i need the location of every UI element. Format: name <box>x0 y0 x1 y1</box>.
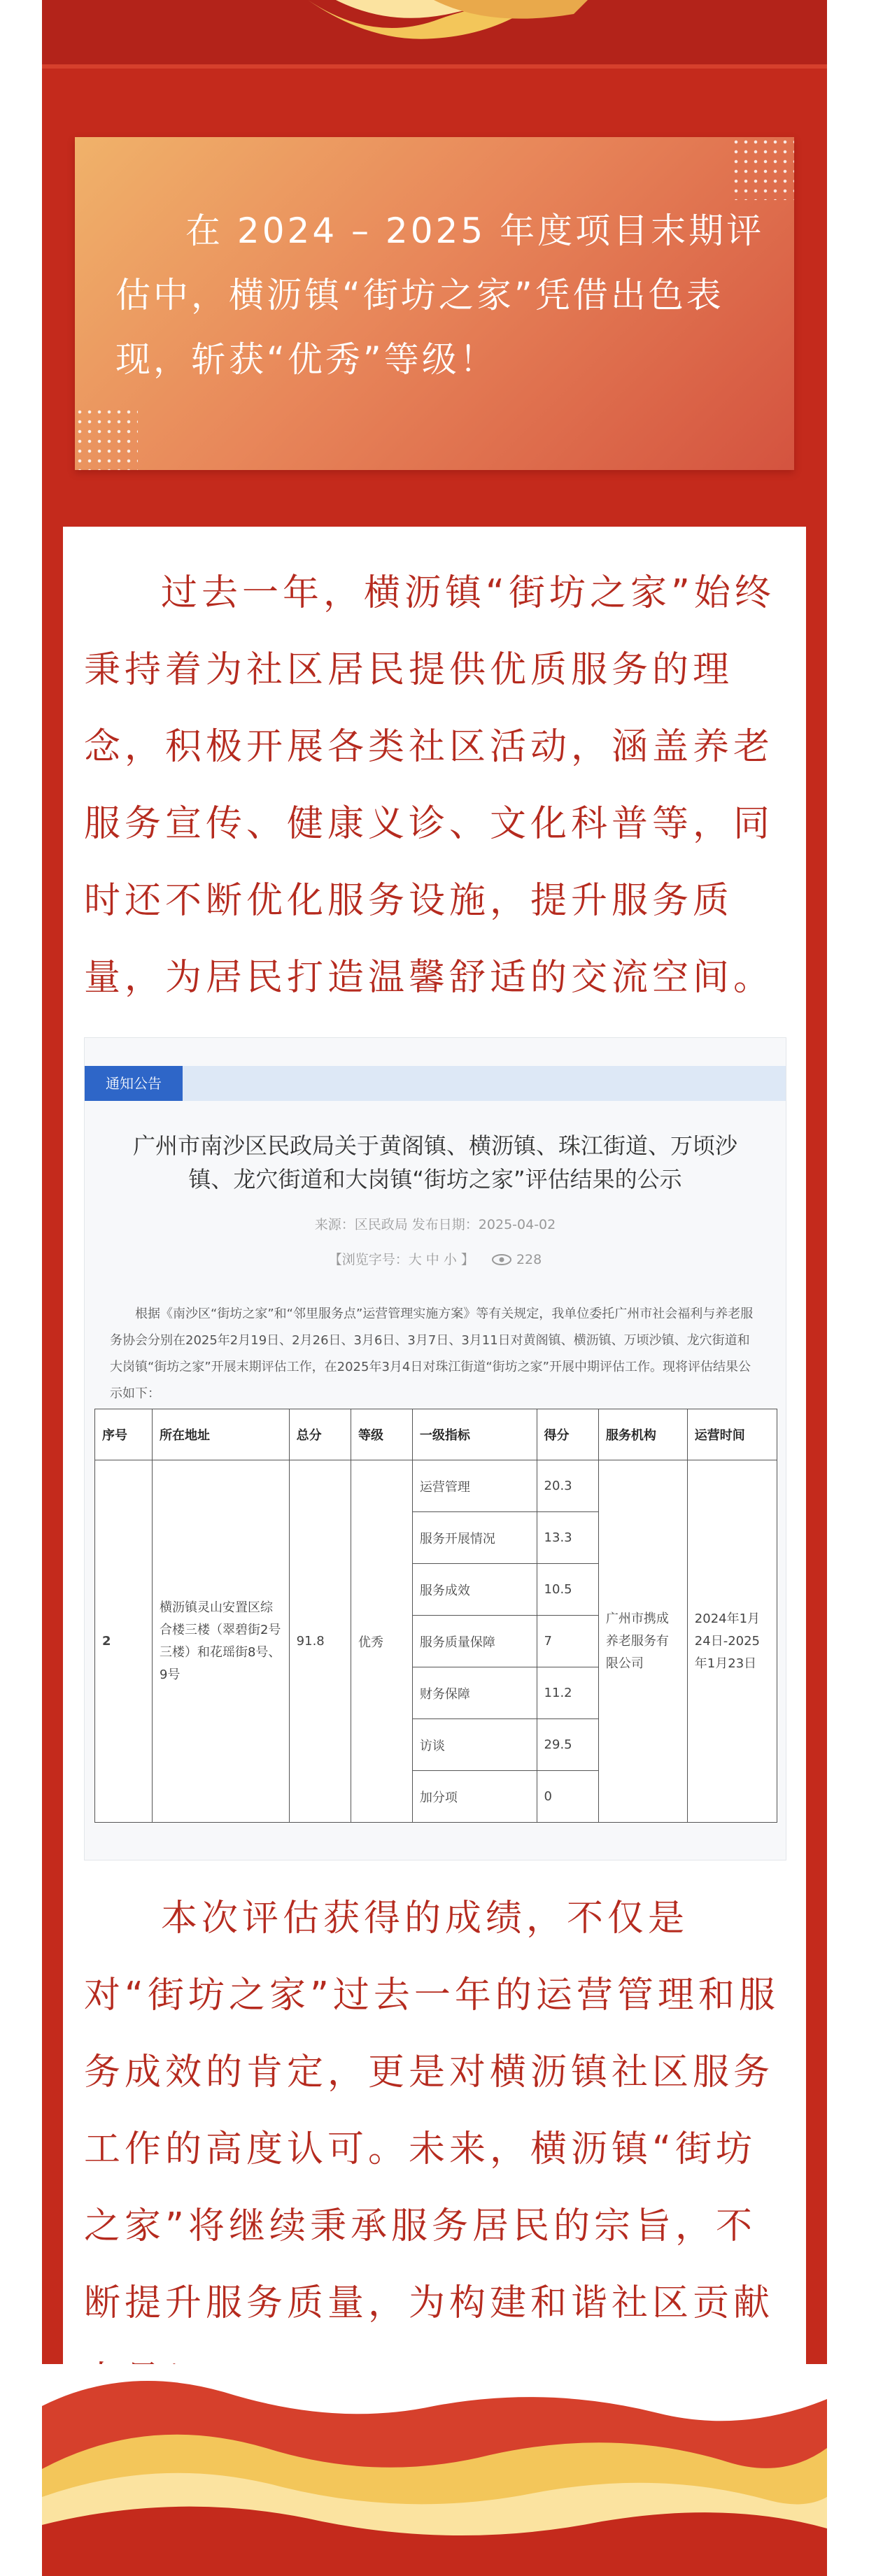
eye-icon <box>491 1253 512 1269</box>
column-header: 总分 <box>289 1409 351 1460</box>
column-header: 运营时间 <box>687 1409 777 1460</box>
row-total-score: 91.8 <box>289 1460 351 1823</box>
notice-meta-row <box>85 1249 786 1269</box>
top-banner <box>42 0 827 64</box>
indicator-score: 10.5 <box>537 1564 598 1616</box>
left-margin <box>0 0 42 2576</box>
notice-tab-bar <box>85 1066 786 1101</box>
indicator-name: 服务质量保障 <box>412 1616 537 1667</box>
indicator-score: 11.2 <box>537 1667 598 1719</box>
bottom-wave-decoration <box>42 2364 827 2576</box>
evaluation-table <box>94 1409 777 1823</box>
top-wave-decoration <box>42 0 827 64</box>
indicator-name: 运营管理 <box>412 1460 537 1512</box>
indicator-score: 7 <box>537 1616 598 1667</box>
content-panel <box>63 527 806 2415</box>
column-header: 所在地址 <box>152 1409 289 1460</box>
indicator-name: 财务保障 <box>412 1667 537 1719</box>
column-header: 服务机构 <box>598 1409 687 1460</box>
notice-screenshot <box>84 1037 786 1860</box>
paragraph-1: 过去一年，横沥镇“街坊之家”始终秉持着为社区居民提供优质服务的理念，积极开展各类社区活动，涵盖养老服务宣传、健康义诊、文化科普等，同时还不断优化服务设施，提升服务质量，为居民打造温馨舒适的交流空间。 <box>84 572 775 999</box>
paragraph-2: 本次评估获得的成绩，不仅是对“街坊之家”过去一年的运营管理和服务成效的肯定，更是对横沥镇社区服务工作的高度认可。未来，横沥镇“街坊之家”将继续秉承服务居民的宗旨，不断提升服务质量，为构建和谐社区贡献 <box>84 1898 779 2324</box>
table-row <box>95 1460 777 1512</box>
right-margin <box>827 0 869 2576</box>
indicator-name: 服务成效 <box>412 1564 537 1616</box>
indicator-score: 20.3 <box>537 1460 598 1512</box>
indicator-name: 服务开展情况 <box>412 1512 537 1564</box>
view-count: 228 <box>516 1252 542 1267</box>
table-header-row <box>95 1409 777 1460</box>
column-header: 得分 <box>537 1409 598 1460</box>
notice-body: 根据《南沙区“街坊之家”和“邻里服务点”运营管理实施方案》等有关规定，我单位委托广州市社会福利与养老服务协会分别在2025年2月19日、2月26日、3月6日、3月7日、3月11日对黄阁镇、横沥镇、万顷沙镇、龙穴街道和大岗镇“街坊之家”开展末期评估工作，在2025年3月4日对珠江街道“街坊之家”开展中期评估工作。现将评估结果公示如下： <box>110 1307 754 1401</box>
indicator-name: 加分项 <box>412 1771 537 1823</box>
notice-source: 来源：区民政局 发布日期：2025-04-02 <box>314 1217 556 1232</box>
column-header: 一级指标 <box>412 1409 537 1460</box>
column-header: 等级 <box>351 1409 413 1460</box>
row-number: 2 <box>95 1460 153 1823</box>
row-period: 2024年1月24日-2025年1月23日 <box>687 1460 777 1823</box>
tab-notice[interactable]: 通知公告 <box>85 1066 183 1101</box>
row-address: 横沥镇灵山安置区综合楼三楼（翠碧街2号三楼）和花瑶街8号、9号 <box>152 1460 289 1823</box>
indicator-score: 0 <box>537 1771 598 1823</box>
indicator-name: 访谈 <box>412 1719 537 1771</box>
intro-text: 在 2024 – 2025 年度项目末期评估中，横沥镇“街坊之家”凭借出色表现，斩获“优秀”等级！ <box>115 211 765 380</box>
indicator-score: 13.3 <box>537 1512 598 1564</box>
column-header: 序号 <box>95 1409 153 1460</box>
dot-pattern-decoration <box>75 407 138 470</box>
indicator-score: 29.5 <box>537 1719 598 1771</box>
font-size-selector[interactable]: 【浏览字号：大 中 小 】 <box>328 1252 474 1267</box>
intro-card <box>75 137 794 470</box>
top-divider <box>42 64 827 69</box>
dot-pattern-decoration <box>731 137 794 200</box>
row-agency: 广州市携成养老服务有限公司 <box>598 1460 687 1823</box>
row-grade: 优秀 <box>351 1460 413 1823</box>
notice-title: 广州市南沙区民政局关于黄阁镇、横沥镇、珠江街道、万顷沙镇、龙穴街道和大岗镇“街坊之家”评估结果的公示 <box>132 1132 737 1193</box>
